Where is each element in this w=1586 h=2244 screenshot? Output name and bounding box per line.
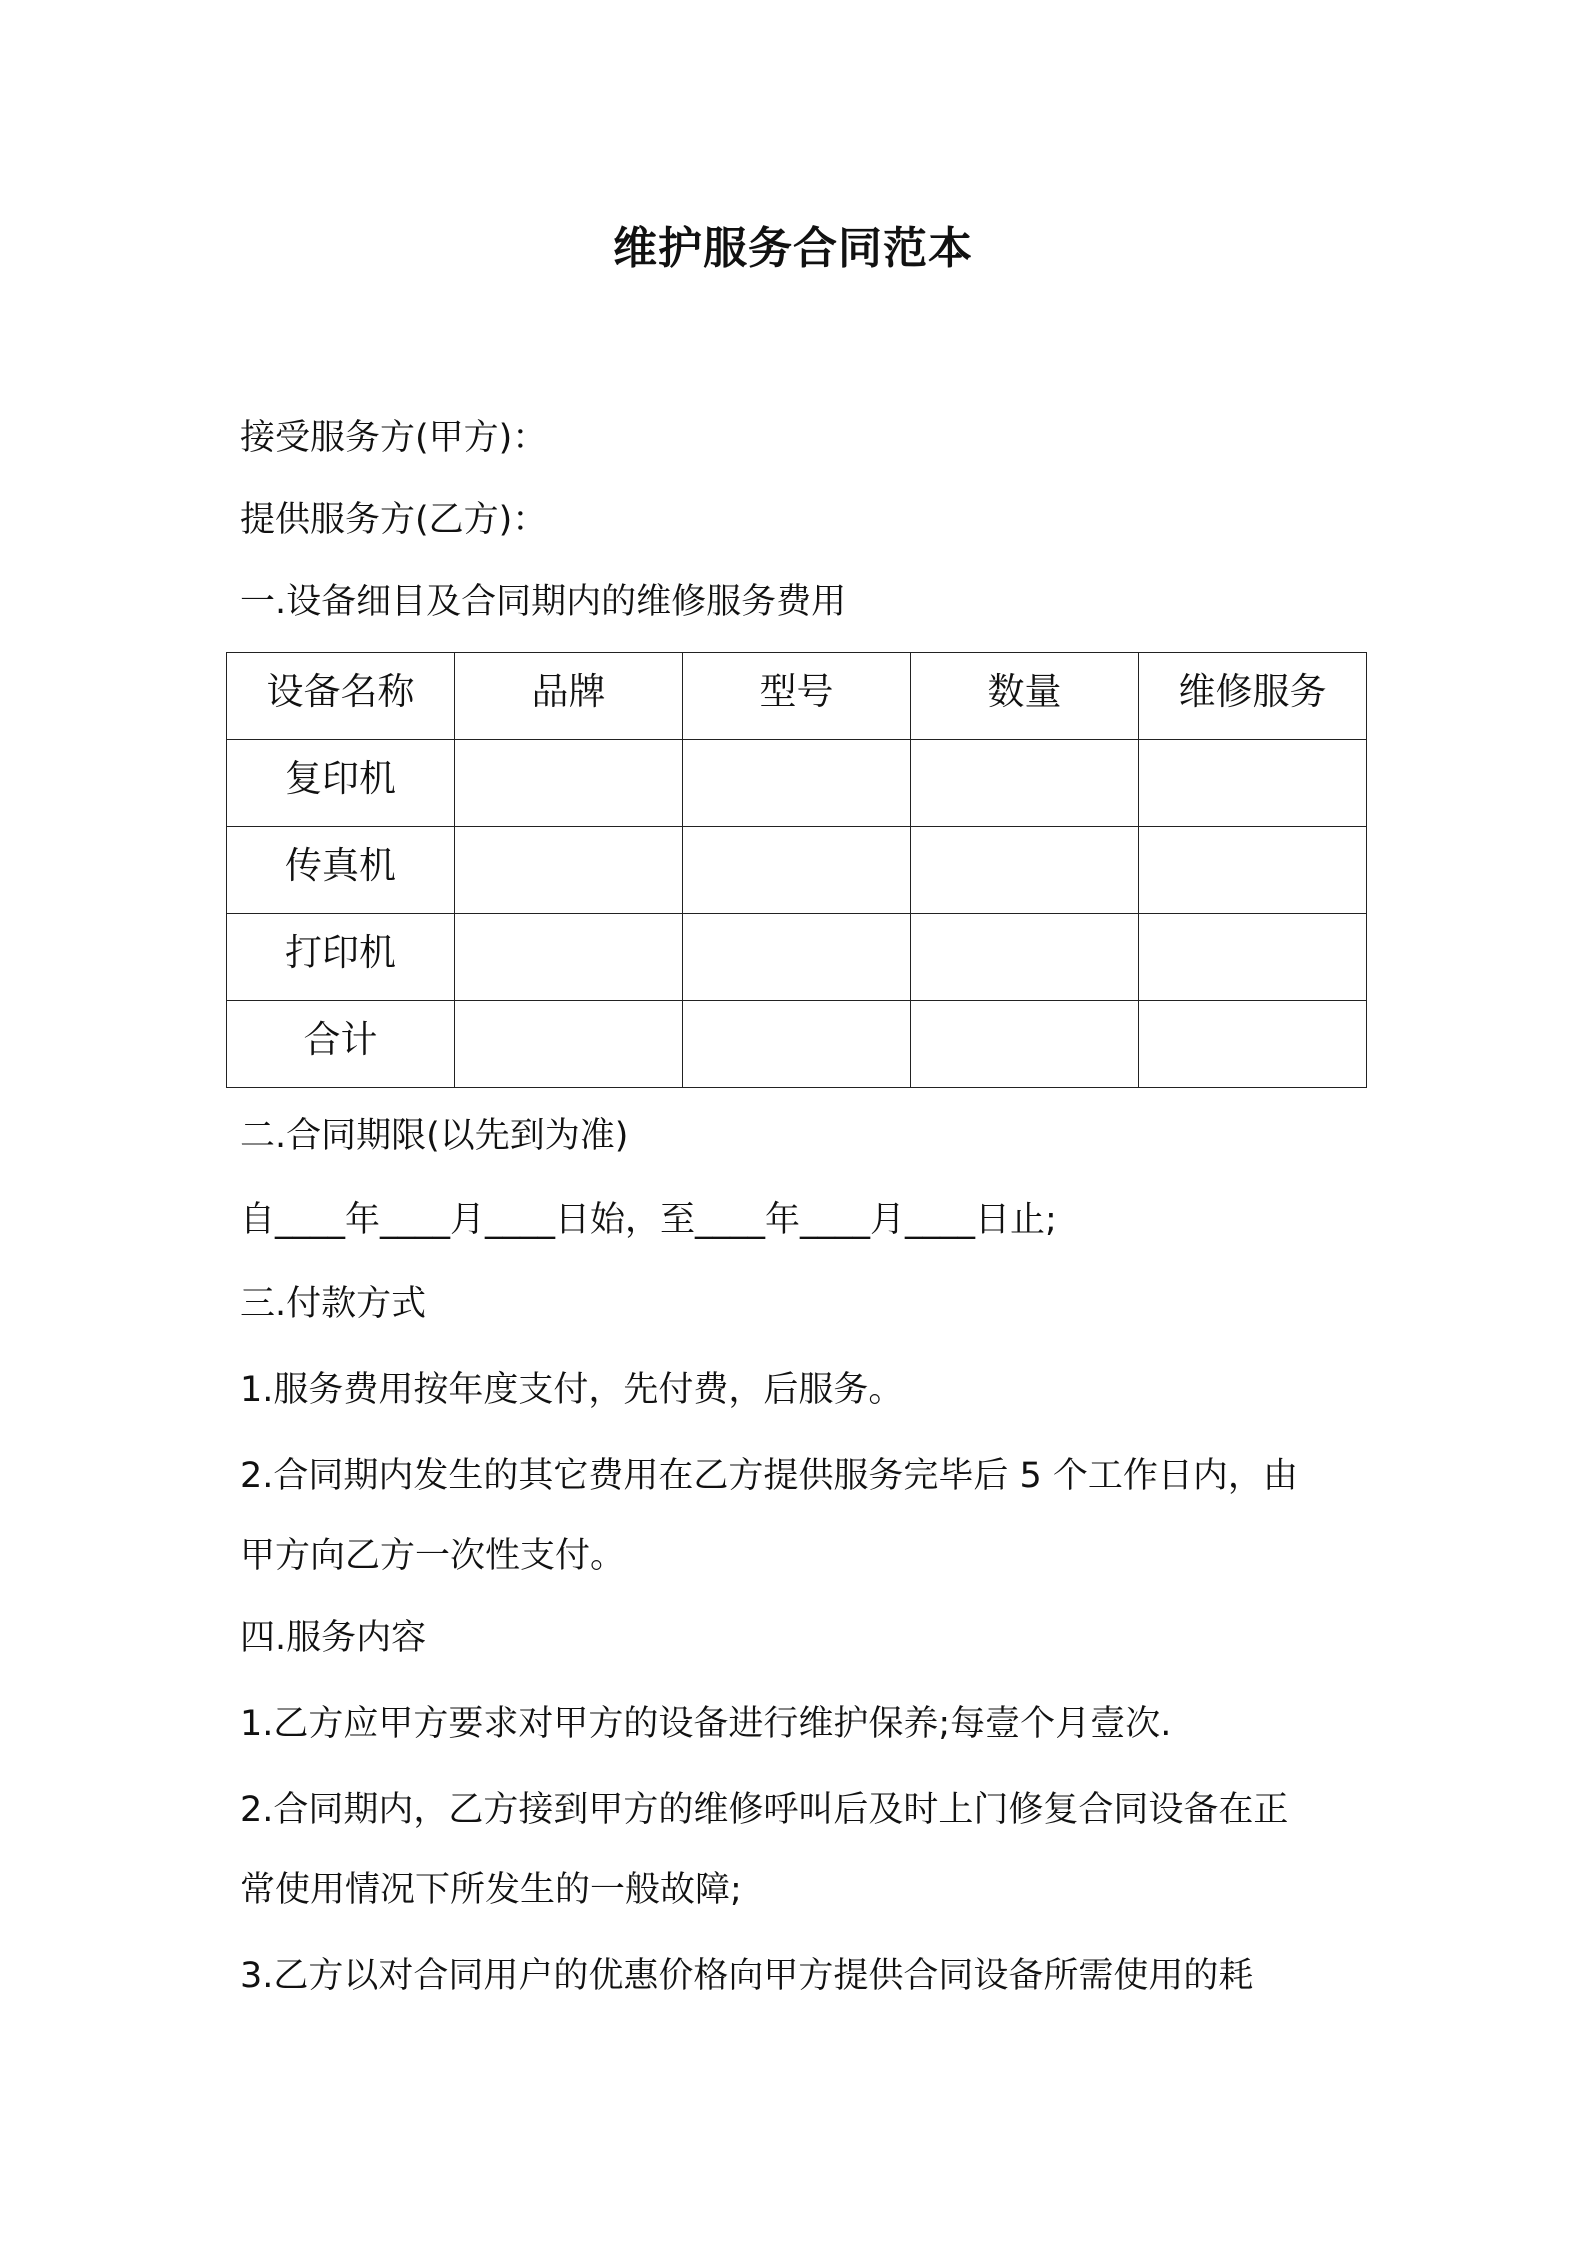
table-header-cell: 型号 bbox=[683, 653, 911, 740]
payment-item-2: 2.合同期内发生的其它费用在乙方提供服务完毕后 5 个工作日内，由 bbox=[240, 1456, 1298, 1496]
table-cell bbox=[683, 1001, 911, 1088]
table-cell bbox=[455, 1001, 683, 1088]
table-cell bbox=[1139, 740, 1367, 827]
table-cell bbox=[911, 740, 1139, 827]
table-row bbox=[227, 914, 1367, 1001]
table-cell: 复印机 bbox=[227, 740, 455, 827]
document-title: 维护服务合同范本 bbox=[613, 223, 973, 274]
table-header-cell: 数量 bbox=[911, 653, 1139, 740]
contract-period-line: 自____年____月____日始，至____年____月____日止; bbox=[240, 1200, 1057, 1240]
table-cell: 传真机 bbox=[227, 827, 455, 914]
party-b-line: 提供服务方(乙方)： bbox=[240, 500, 548, 540]
table-header-row bbox=[227, 653, 1367, 740]
equipment-table bbox=[226, 652, 1367, 1088]
table-row bbox=[227, 827, 1367, 914]
service-item-2: 2.合同期内，乙方接到甲方的维修呼叫后及时上门修复合同设备在正 bbox=[240, 1790, 1289, 1830]
table-cell bbox=[683, 914, 911, 1001]
section-1-heading: 一.设备细目及合同期内的维修服务费用 bbox=[240, 582, 847, 622]
table-cell bbox=[683, 740, 911, 827]
table-row bbox=[227, 740, 1367, 827]
table-cell bbox=[455, 827, 683, 914]
table-row bbox=[227, 1001, 1367, 1088]
payment-item-2-continued: 甲方向乙方一次性支付。 bbox=[240, 1536, 626, 1576]
table-cell bbox=[455, 740, 683, 827]
table-header-cell: 维修服务 bbox=[1139, 653, 1367, 740]
table-cell bbox=[1139, 1001, 1367, 1088]
table-cell: 打印机 bbox=[227, 914, 455, 1001]
section-2-heading: 二.合同期限(以先到为准) bbox=[240, 1116, 629, 1156]
service-item-2-continued: 常使用情况下所发生的一般故障; bbox=[240, 1870, 742, 1910]
table-cell bbox=[911, 914, 1139, 1001]
section-4-heading: 四.服务内容 bbox=[240, 1618, 427, 1658]
section-3-heading: 三.付款方式 bbox=[240, 1284, 427, 1324]
service-item-1: 1.乙方应甲方要求对甲方的设备进行维护保养;每壹个月壹次. bbox=[240, 1704, 1172, 1744]
table-header-cell: 品牌 bbox=[455, 653, 683, 740]
table-cell bbox=[683, 827, 911, 914]
table-cell bbox=[911, 827, 1139, 914]
service-item-3: 3.乙方以对合同用户的优惠价格向甲方提供合同设备所需使用的耗 bbox=[240, 1956, 1254, 1996]
table-cell: 合计 bbox=[227, 1001, 455, 1088]
table-header-cell: 设备名称 bbox=[227, 653, 455, 740]
table-cell bbox=[911, 1001, 1139, 1088]
table-cell bbox=[1139, 914, 1367, 1001]
payment-item-1: 1.服务费用按年度支付，先付费，后服务。 bbox=[240, 1370, 904, 1410]
table-cell bbox=[455, 914, 683, 1001]
party-a-line: 接受服务方(甲方)： bbox=[240, 418, 548, 458]
table-cell bbox=[1139, 827, 1367, 914]
